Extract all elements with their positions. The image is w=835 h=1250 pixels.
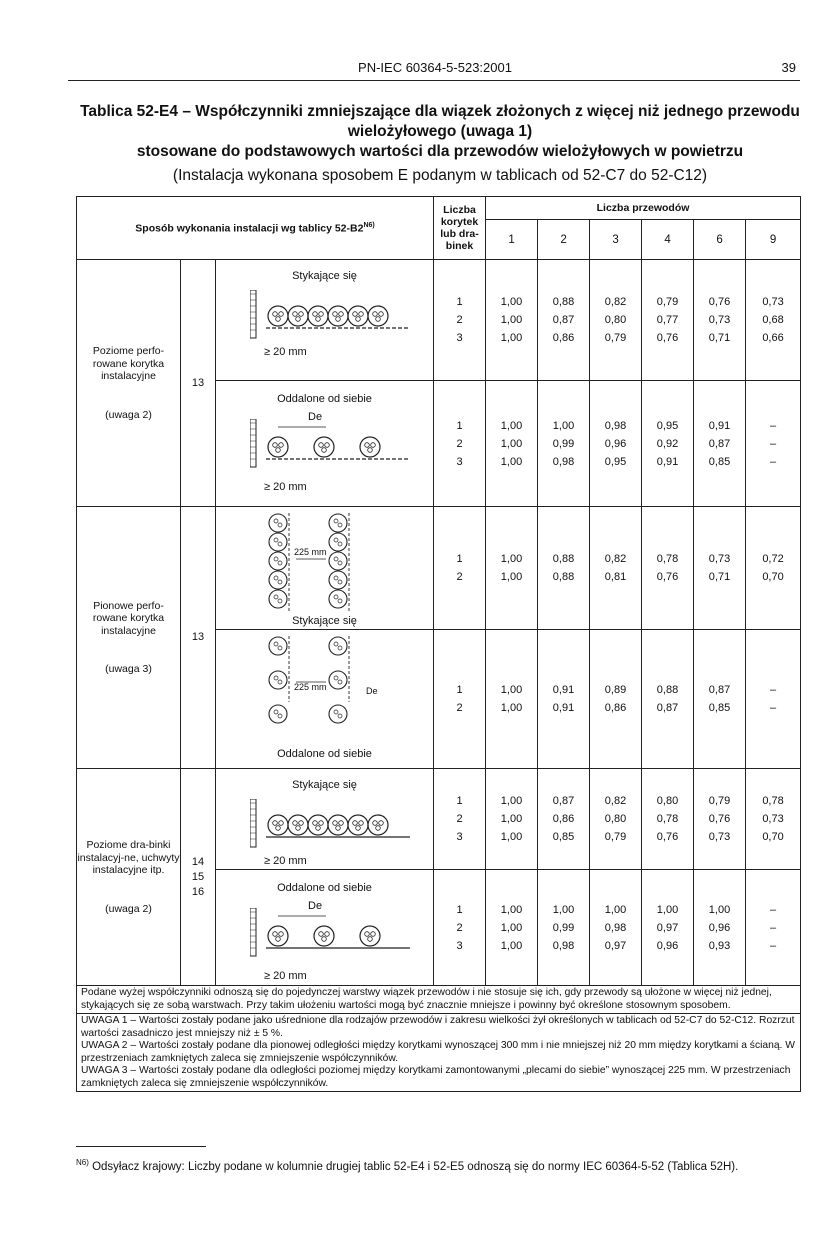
reference-numbers: 13 (181, 507, 216, 769)
footer-main: Podane wyżej współczynniki odnoszą się do pojedynczej warstwy wiązek przewodów i nie stosuje się ich, gdy przewody są ułożone w więcej niż jednej, stykających się ze sobą warstwach. Przy takim ułożeniu wartości mogą być znacznie mniejsze i powinny być określone stosownym sposobem. (77, 986, 801, 1014)
table-subtitle: (Instalacja wykonana sposobem E podanym w tablicach od 52-C7 do 52-C12) (172, 167, 708, 184)
factor-cell: 0,88 0,88 (538, 507, 590, 630)
cable-icon (329, 533, 347, 551)
table-row (77, 769, 801, 870)
cable-icon (329, 637, 347, 655)
figure-touching (216, 507, 433, 629)
cable-icon (269, 590, 287, 608)
tray-count: 1 2 3 (434, 260, 486, 381)
cable-icon (269, 637, 287, 655)
diameter-label: De (308, 411, 323, 423)
factor-cell: 0,87 0,85 (694, 630, 746, 769)
installation-method (77, 769, 181, 986)
count-9: 9 (746, 220, 801, 260)
factor-cell: 1,00 0,96 0,93 (694, 870, 746, 986)
distance-label: 225 mm (294, 547, 327, 557)
cable-icon (328, 306, 348, 326)
cable-icon (329, 671, 347, 689)
arrangement-figure (216, 870, 434, 986)
tray-count: 1 2 3 (434, 381, 486, 507)
header-rule (68, 80, 800, 81)
factor-cell: 0,79 0,76 0,73 (694, 769, 746, 870)
note-1: UWAGA 1 – Wartości zostały podane jako uśrednione dla rodzajów przewodów i zakresu wielkości żył określonych w tablicach od 52-C7 do 52-C12. Rozrzut wartości zasadniczo jest mniejszy niż ± 5 %. (81, 1015, 795, 1039)
factor-cell: 0,91 0,91 (538, 630, 590, 769)
footer-notes (77, 1014, 801, 1092)
cable-icon (328, 815, 348, 835)
cable-icon (308, 306, 328, 326)
header-method: Sposób wykonania instalacji wg tablicy $52-B2^{N6)}$ (77, 197, 434, 260)
factor-cell: 1,00 1,00 1,00 (486, 769, 538, 870)
cable-tray-drawing (250, 419, 420, 469)
factor-cell: 0,78 0,76 (642, 507, 694, 630)
cable-icon (314, 437, 334, 457)
factor-cell: 0,72 0,70 (746, 507, 801, 630)
method-note: (uwaga 2) (105, 408, 152, 421)
footnote-text: Odsyłacz krajowy: Liczby podane w kolumnie drugiej tablic 52-E4 i 52-E5 odnoszą się do normy IEC 60364-5-52 (Tablica 52H). (92, 1160, 739, 1173)
figure-touching (216, 769, 433, 869)
reference-numbers: 13 (181, 260, 216, 507)
tray-count: 1 2 (434, 630, 486, 769)
cable-tray-drawing (250, 908, 420, 958)
cable-icon (268, 306, 288, 326)
distance-label: ≥ 20 mm (264, 346, 307, 358)
cable-tray-drawing (266, 513, 376, 613)
title-line-3: stosowane do podstawowych wartości dla przewodów wielożyłowych w powietrzu (136, 143, 744, 160)
factor-cell: – – – (746, 870, 801, 986)
arrangement-figure (216, 507, 434, 630)
note-3: UWAGA 3 – Wartości zostały podane dla odległości poziomej między korytkami zamontowanymi „plecami do siebie” wynoszącej 225 mm. W przestrzeniach zamkniętych zaleca się zmniejszenie współczynników. (81, 1065, 791, 1089)
factor-cell: 0,79 0,77 0,76 (642, 260, 694, 381)
note-2: UWAGA 2 – Wartości zostały podane dla pionowej odległości między korytkami wynoszącej 300 mm i nie mniejszej niż 20 mm między korytkami a ścianą. W przestrzeniach zamkniętych zaleca się zmniejszenie współczynników. (81, 1040, 795, 1064)
cable-icon (360, 926, 380, 946)
cable-icon (329, 514, 347, 532)
page-header (70, 60, 800, 82)
factor-cell: – – (746, 630, 801, 769)
tray-count: 1 2 3 (434, 769, 486, 870)
footnote-mark: N6) (76, 1158, 89, 1167)
cable-icon (269, 705, 287, 723)
arrangement-figure (216, 769, 434, 870)
diameter-label: De (308, 900, 323, 912)
table-row (77, 260, 801, 381)
factor-cell: 0,88 0,87 0,86 (538, 260, 590, 381)
figure-caption: Stykające się (292, 779, 357, 791)
factor-cell: 0,89 0,86 (590, 630, 642, 769)
cable-icon (288, 306, 308, 326)
cable-icon (288, 815, 308, 835)
count-1: 1 (486, 220, 538, 260)
factor-cell: 0,73 0,71 (694, 507, 746, 630)
cable-icon (329, 571, 347, 589)
factor-cell: 1,00 0,99 0,98 (538, 870, 590, 986)
reduction-factors-table (76, 196, 801, 1092)
figure-spaced (216, 630, 433, 768)
count-6: 6 (694, 220, 746, 260)
factor-cell: 1,00 0,97 0,96 (642, 870, 694, 986)
count-4: 4 (642, 220, 694, 260)
arrangement-figure (216, 630, 434, 769)
factor-cell: 1,00 0,99 0,98 (538, 381, 590, 507)
header-count: Liczba przewodów (486, 197, 801, 220)
standard-number: PN-IEC 60364-5-523:2001 (358, 60, 512, 75)
factor-cell: 0,95 0,92 0,91 (642, 381, 694, 507)
cable-icon (314, 926, 334, 946)
cable-icon (329, 552, 347, 570)
figure-touching (216, 260, 433, 380)
distance-label: 225 mm (294, 682, 327, 692)
table-title (60, 102, 820, 162)
factor-cell: 1,00 0,98 0,97 (590, 870, 642, 986)
cable-icon (269, 552, 287, 570)
factor-cell: 1,00 1,00 1,00 (486, 870, 538, 986)
factor-cell: 1,00 1,00 1,00 (486, 260, 538, 381)
header-trays: Liczba korytek lub dra-binek (434, 197, 486, 260)
cable-icon (329, 705, 347, 723)
cable-icon (360, 437, 380, 457)
cable-icon (269, 533, 287, 551)
cable-tray-drawing (250, 290, 420, 340)
figure-caption: Stykające się (292, 615, 357, 627)
factor-cell: – – – (746, 381, 801, 507)
cable-icon (368, 815, 388, 835)
count-2: 2 (538, 220, 590, 260)
cable-icon (269, 571, 287, 589)
cable-icon (348, 306, 368, 326)
tray-count: 1 2 3 (434, 870, 486, 986)
cable-icon (268, 926, 288, 946)
arrangement-figure (216, 381, 434, 507)
factor-cell: 1,00 1,00 1,00 (486, 381, 538, 507)
factor-cell: 1,00 1,00 (486, 507, 538, 630)
tray-count: 1 2 (434, 507, 486, 630)
figure-caption: Stykające się (292, 270, 357, 282)
count-3: 3 (590, 220, 642, 260)
diameter-label: De (366, 686, 378, 696)
factor-cell: 0,78 0,73 0,70 (746, 769, 801, 870)
figure-caption: Oddalone od siebie (277, 393, 372, 405)
reference-numbers: 14 15 16 (181, 769, 216, 986)
footnote (76, 1158, 816, 1173)
factor-cell: 0,91 0,87 0,85 (694, 381, 746, 507)
arrangement-figure (216, 260, 434, 381)
method-note: (uwaga 3) (105, 663, 152, 675)
factor-cell: 0,76 0,73 0,71 (694, 260, 746, 381)
factor-cell: 0,98 0,96 0,95 (590, 381, 642, 507)
distance-label: ≥ 20 mm (264, 970, 307, 982)
factor-cell: 0,82 0,81 (590, 507, 642, 630)
method-label: Pionowe perfo-rowane korytka instalacyjne (92, 599, 165, 637)
cable-icon (269, 671, 287, 689)
factor-cell: 1,00 1,00 (486, 630, 538, 769)
cable-icon (368, 306, 388, 326)
installation-method (77, 507, 181, 769)
footnote-rule (76, 1146, 206, 1147)
cable-icon (308, 815, 328, 835)
figure-spaced (216, 870, 433, 985)
distance-label: ≥ 20 mm (264, 855, 307, 867)
title-line-1: Tablica 52-E4 – Współczynniki zmniejszające dla wiązek złożonych z więcej niż jednego przewodu (80, 103, 800, 120)
figure-caption: Oddalone od siebie (277, 882, 372, 894)
cable-icon (268, 437, 288, 457)
table-row (77, 507, 801, 630)
cable-icon (268, 815, 288, 835)
cable-icon (269, 514, 287, 532)
installation-method (77, 260, 181, 507)
method-label: Poziome perfo-rowane korytka instalacyjne (92, 345, 165, 382)
factor-cell: 0,87 0,86 0,85 (538, 769, 590, 870)
factor-cell: 0,82 0,80 0,79 (590, 769, 642, 870)
cable-icon (329, 590, 347, 608)
figure-spaced (216, 381, 433, 506)
factor-cell: 0,80 0,78 0,76 (642, 769, 694, 870)
cable-icon (348, 815, 368, 835)
page-number: 39 (781, 60, 796, 75)
method-label: Poziome dra-binki instalacyj-ne, uchwyty instalacyjne itp. (77, 839, 180, 876)
factor-cell: 0,88 0,87 (642, 630, 694, 769)
distance-label: ≥ 20 mm (264, 481, 307, 493)
title-line-2: wielożyłowego (uwaga 1) (347, 123, 533, 140)
factor-cell: 0,82 0,80 0,79 (590, 260, 642, 381)
method-note: (uwaga 2) (105, 902, 152, 915)
factor-cell: 0,73 0,68 0,66 (746, 260, 801, 381)
figure-caption: Oddalone od siebie (277, 748, 372, 760)
cable-tray-drawing (250, 799, 420, 849)
